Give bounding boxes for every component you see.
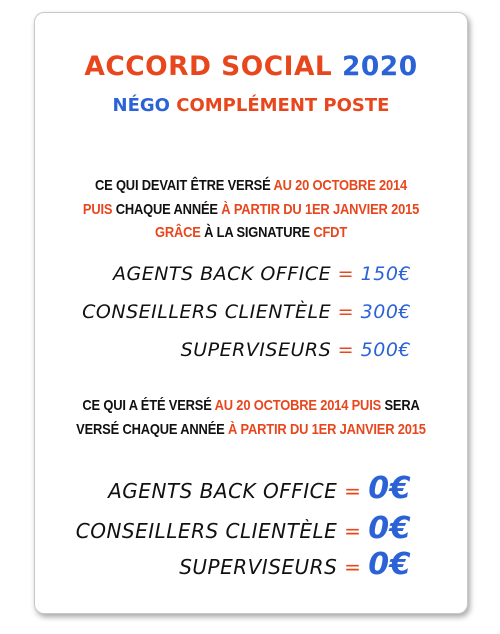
section2-line2 bbox=[65, 421, 437, 438]
section1-line1-a: CE QUI DEVAIT ÊTRE VERSÉ bbox=[94, 177, 271, 194]
section1-line1-b: AU 20 OCTOBRE 2014 bbox=[273, 177, 408, 194]
section2-item-back-office bbox=[0, 471, 411, 506]
subtitle-rest: COMPLÉMENT POSTE bbox=[176, 95, 390, 116]
section2-line1-b: AU 20 OCTOBRE 2014 PUIS bbox=[214, 397, 382, 414]
item-equals: = bbox=[344, 519, 362, 543]
item-equals: = bbox=[344, 479, 362, 503]
item-equals: = bbox=[344, 555, 362, 579]
section2-item-superviseurs bbox=[0, 547, 411, 582]
item-label: CONSEILLERS CLIENTÈLE bbox=[75, 519, 338, 543]
item-value: 150€ bbox=[360, 263, 411, 285]
poster-card bbox=[34, 12, 468, 614]
poster-title bbox=[39, 51, 462, 82]
section2-line1-a: CE QUI A ÉTÉ VERSÉ bbox=[82, 397, 212, 414]
poster-subtitle bbox=[35, 95, 467, 116]
section1-line3-c: CFDT bbox=[313, 224, 348, 241]
section2-line2-a: VERSÉ CHAQUE ANNÉE bbox=[76, 421, 225, 438]
title-text: ACCORD SOCIAL bbox=[84, 51, 333, 82]
item-label: SUPERVISEURS bbox=[180, 339, 332, 361]
section2-line1 bbox=[65, 397, 437, 414]
section1-line2 bbox=[65, 201, 437, 218]
section2-item-conseillers bbox=[0, 511, 411, 546]
title-year: 2020 bbox=[341, 51, 418, 82]
item-label: AGENTS BACK OFFICE bbox=[112, 263, 332, 285]
item-label: CONSEILLERS CLIENTÈLE bbox=[82, 301, 332, 323]
item-value: 300€ bbox=[360, 301, 411, 323]
item-equals: = bbox=[337, 339, 355, 361]
section1-item-back-office bbox=[0, 263, 411, 285]
section1-line2-a: PUIS bbox=[82, 201, 113, 218]
item-value: 0€ bbox=[368, 511, 411, 546]
subtitle-nego: NÉGO bbox=[112, 95, 170, 116]
section1-line1 bbox=[65, 177, 437, 194]
section1-line3 bbox=[65, 224, 437, 241]
item-value: 0€ bbox=[368, 547, 411, 582]
section2-line2-b: À PARTIR DU 1ER JANVIER 2015 bbox=[227, 421, 426, 438]
item-equals: = bbox=[337, 301, 355, 323]
item-label: SUPERVISEURS bbox=[179, 555, 338, 579]
item-label: AGENTS BACK OFFICE bbox=[108, 479, 338, 503]
section2-line1-c: SERA bbox=[384, 397, 420, 414]
section1-line3-a: GRÂCE bbox=[154, 224, 201, 241]
section1-item-conseillers bbox=[0, 301, 411, 323]
section1-item-superviseurs bbox=[0, 339, 411, 361]
section1-line2-c: À PARTIR DU 1ER JANVIER 2015 bbox=[221, 201, 420, 218]
item-equals: = bbox=[337, 263, 355, 285]
item-value: 500€ bbox=[360, 339, 411, 361]
section1-line2-b: CHAQUE ANNÉE bbox=[115, 201, 218, 218]
item-value: 0€ bbox=[368, 471, 411, 506]
section1-line3-b: À LA SIGNATURE bbox=[204, 224, 310, 241]
